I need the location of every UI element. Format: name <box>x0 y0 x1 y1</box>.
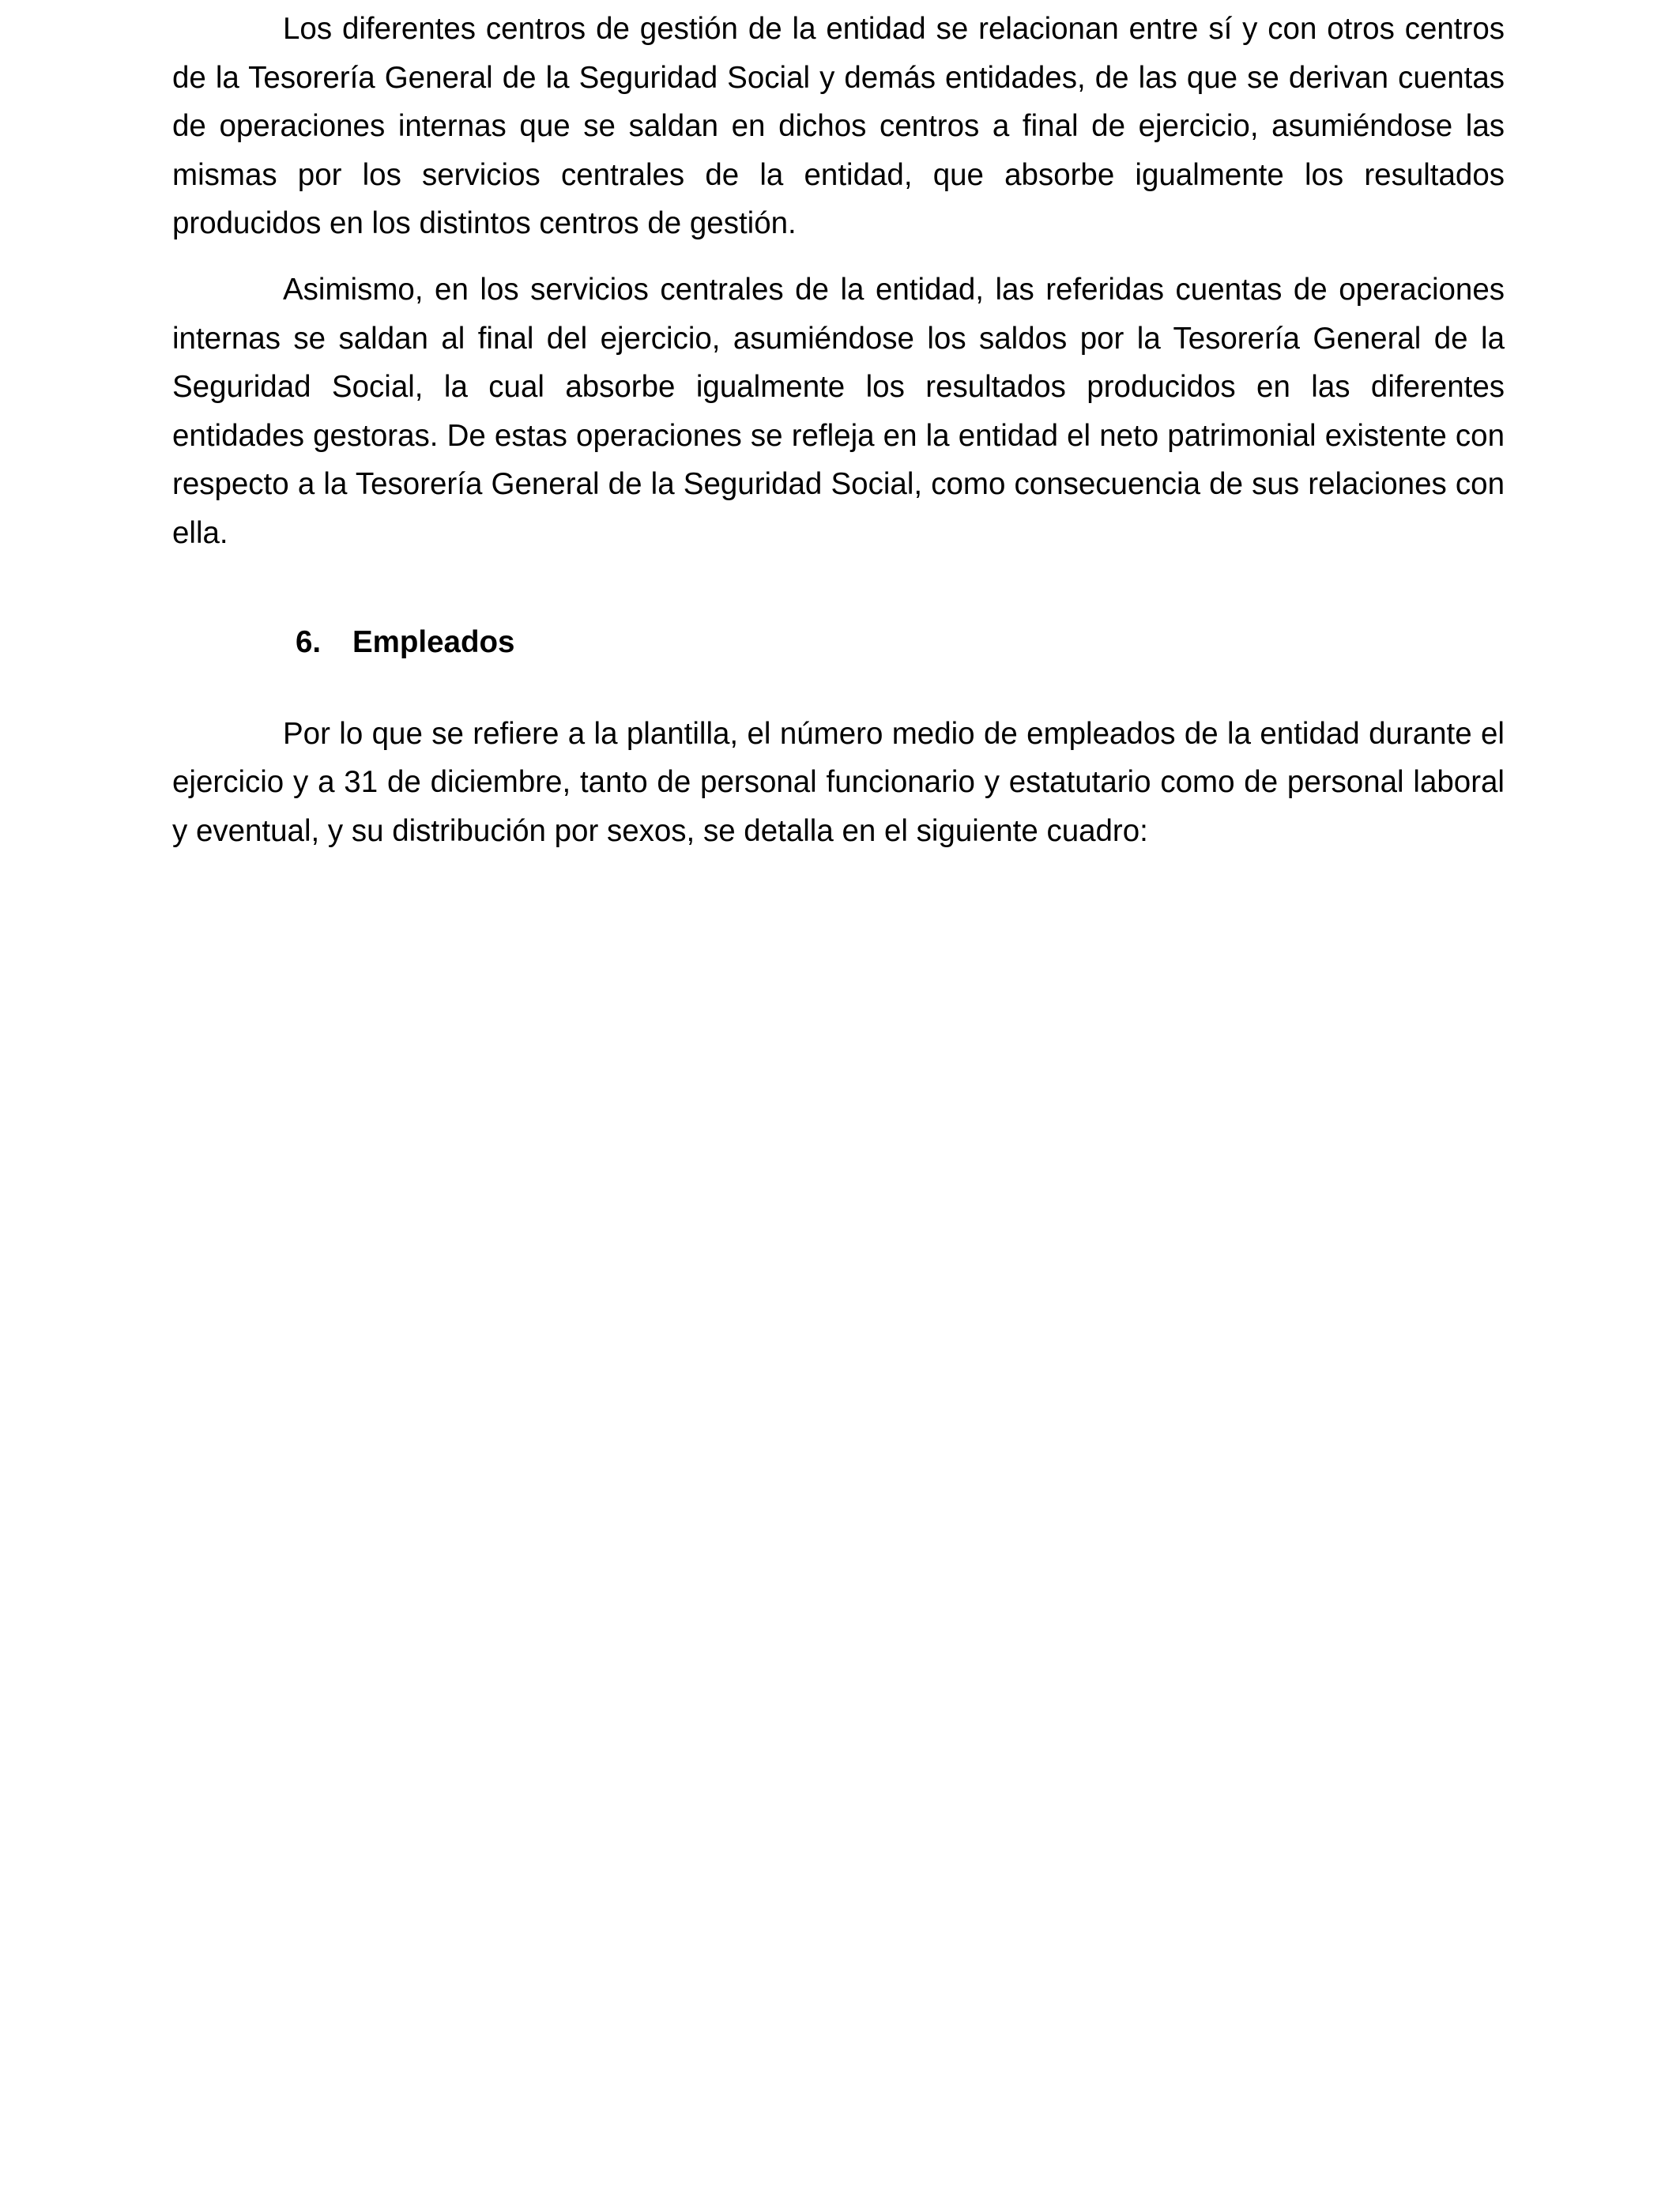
section-heading <box>172 623 1505 662</box>
paragraph-plantilla: Por lo que se refiere a la plantilla, el número medio de empleados de la entidad durante el ejercicio y a 31 de diciembre, tanto de personal funcionario y estatutario como de personal laboral y eventual, y su distribución por sexos, se detalla en el siguiente cuadro: <box>172 716 1505 848</box>
section-number: 6. <box>296 624 322 659</box>
section-title: Empleados <box>352 624 515 659</box>
document-body <box>172 5 1505 855</box>
paragraph-operaciones-internas: Los diferentes centros de gestión de la entidad se relacionan entre sí y con otros centros de la Tesorería General de la Seguridad Social y demás entidades, de las que se derivan cuentas de operaciones internas que se saldan en dichos centros a final de ejercicio, asumiéndose las mismas por los servicios centrales de la entidad, que absorbe igualmente los resultados producidos en los distintos centros de gestión. <box>172 12 1505 241</box>
paragraph-servicios-centrales: Asimismo, en los servicios centrales de la entidad, las referidas cuentas de operaciones internas se saldan al final del ejercicio, asumiéndose los saldos por la Tesorería General de la Seguridad Social, la cual absorbe igualmente los resultados producidos en las diferentes entidades gestoras. De estas operaciones se refleja en la entidad el neto patrimonial existente con respecto a la Tesorería General de la Seguridad Social, como consecuencia de sus relaciones con ella. <box>172 272 1505 550</box>
